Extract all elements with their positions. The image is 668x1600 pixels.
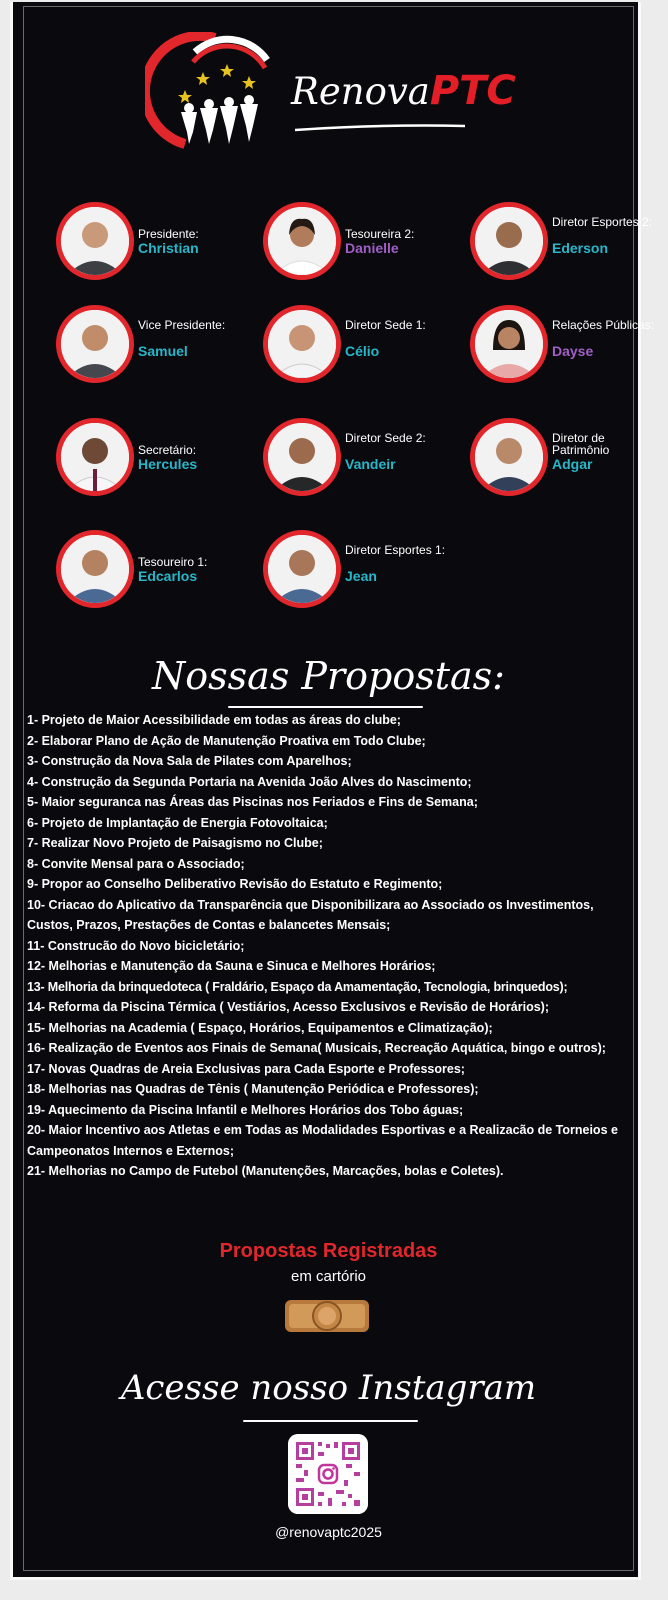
avatar [470, 202, 548, 280]
proposal-item: 21- Melhorias no Campo de Futebol (Manutenções, Marcações, bolas e Coletes). [27, 1164, 504, 1178]
avatar [263, 530, 341, 608]
member-role: Presidente: [138, 227, 199, 241]
member-diretor-sede-1 [263, 305, 463, 395]
proposal-item: 15- Melhorias na Academia ( Espaço, Horários, Equipamentos e Climatização); [27, 1020, 493, 1035]
member-tesoureiro-1 [56, 530, 256, 620]
avatar [263, 202, 341, 280]
member-role: Diretor Esportes 1: [345, 543, 446, 557]
member-role: Secretário: [138, 443, 197, 457]
member-name: Danielle [345, 240, 399, 256]
proposal-item: 12- Melhorias e Manutenção da Sauna e Sinuca e Melhores Horários; [27, 959, 436, 973]
member-role: Diretor de Patrimônio [552, 431, 610, 457]
avatar [263, 418, 341, 496]
proposals-title-underline [228, 706, 423, 708]
avatar [56, 202, 134, 280]
proposal-item: 4- Construção da Segunda Portaria na Avenida João Alves do Nascimento; [27, 774, 472, 789]
proposal-item: 11- Construcão do Novo bicicletário; [27, 938, 245, 953]
avatar [263, 305, 341, 383]
member-diretor-patrimonio [470, 418, 668, 508]
proposals-title: Nossas Propostas: [152, 654, 505, 698]
proposal-item: 7- Realizar Novo Projeto de Paisagismo no Clube; [27, 836, 323, 850]
member-name: Célio [345, 343, 380, 359]
brand-script: Renova [291, 70, 430, 113]
member-presidente [56, 202, 256, 292]
registered-title: Propostas Registradas [219, 1240, 438, 1262]
proposal-item: 13- Melhoria da brinquedoteca ( Fraldário, Espaço da Amamentação, Tecnologia, brinquedos); [27, 979, 568, 994]
member-name: Adgar [552, 456, 593, 472]
member-diretor-sede-2 [263, 418, 463, 508]
instagram-qr-code[interactable] [288, 1434, 368, 1514]
member-role: Relações Públicas: [552, 318, 655, 332]
proposal-item: 16- Realização de Eventos aos Finais de Semana( Musicais, Recreação Aquática, bingo e outros); [27, 1041, 606, 1055]
proposal-item: 2- Elaborar Plano de Ação de Manutenção Proativa em Todo Clube; [27, 733, 426, 748]
instagram-handle[interactable]: @renovaptc2025 [275, 1524, 382, 1540]
member-role: Diretor Esportes 2: [552, 215, 653, 229]
campaign-poster [10, 2, 655, 1580]
member-role: Tesoureiro 1: [138, 555, 208, 569]
proposal-item: 17- Novas Quadras de Areia Exclusivas para Cada Esporte e Professores; [27, 1061, 465, 1076]
registered-subtitle: em cartório [290, 1268, 367, 1285]
brand-ptc: PTC [429, 68, 516, 114]
member-diretor-esportes-1 [263, 530, 463, 620]
member-name: Dayse [552, 343, 594, 359]
member-tesoureira-2 [263, 202, 463, 292]
member-name: Samuel [138, 343, 188, 359]
member-relacoes-publicas [470, 305, 668, 395]
member-name: Jean [345, 568, 377, 584]
avatar [56, 418, 134, 496]
avatar [56, 305, 134, 383]
proposal-item: 6- Projeto de Implantação de Energia Fotovoltaica; [27, 815, 328, 830]
member-role: Diretor Sede 2: [345, 431, 426, 445]
member-role: Tesoureira 2: [345, 227, 415, 241]
proposal-item: 19- Aquecimento da Piscina Infantil e Melhores Horários dos Tobo águas; [27, 1102, 464, 1117]
proposal-item: 14- Reforma da Piscina Térmica ( Vestiários, Acesso Exclusivos e Revisão de Horários); [27, 1000, 549, 1014]
member-vice-presidente [56, 305, 256, 395]
member-name: Ederson [552, 240, 609, 256]
avatar [56, 530, 134, 608]
proposal-item: 9- Propor ao Conselho Deliberativo Revisão do Estatuto e Regimento; [27, 877, 443, 891]
proposal-item: 10- Criacao do Aplicativo da Transparência que Disponibilizara ao Associado os Investimentos, Custos, Prazos, Prestações de Contas e balancetes Mensais; [27, 897, 594, 932]
proposal-item: 5- Maior seguranca nas Áreas das Piscinas nos Feriados e Fins de Semana; [27, 795, 478, 809]
avatar [470, 305, 548, 383]
member-diretor-esportes-2 [470, 202, 668, 292]
member-role: Diretor Sede 1: [345, 318, 426, 332]
instagram-title: Acesse nosso Instagram [120, 1368, 537, 1408]
registry-seal-icon [283, 1296, 371, 1336]
member-name: Hercules [138, 456, 198, 472]
member-name: Edcarlos [138, 568, 198, 584]
member-name: Vandeir [345, 456, 396, 472]
proposal-item: 8- Convite Mensal para o Associado; [27, 856, 245, 871]
proposal-item: 1- Projeto de Maior Acessibilidade em todas as áreas do clube; [27, 713, 401, 727]
proposals-list [27, 710, 637, 1182]
member-name: Christian [138, 240, 199, 256]
member-secretario [56, 418, 256, 508]
proposal-item: 18- Melhorias nas Quadras de Tênis ( Manutenção Periódica e Professores); [27, 1082, 479, 1096]
member-role: Vice Presidente: [138, 318, 226, 332]
avatar [470, 418, 548, 496]
brand-wordmark [291, 68, 516, 114]
instagram-title-underline [243, 1420, 418, 1422]
proposal-item: 20- Maior Incentivo aos Atletas e em Todas as Modalidades Esportivas e a Realizacão de Torneios e Campeonatos Internos e Externos; [27, 1123, 618, 1158]
proposal-item: 3- Construção da Nova Sala de Pilates com Aparelhos; [27, 754, 352, 768]
